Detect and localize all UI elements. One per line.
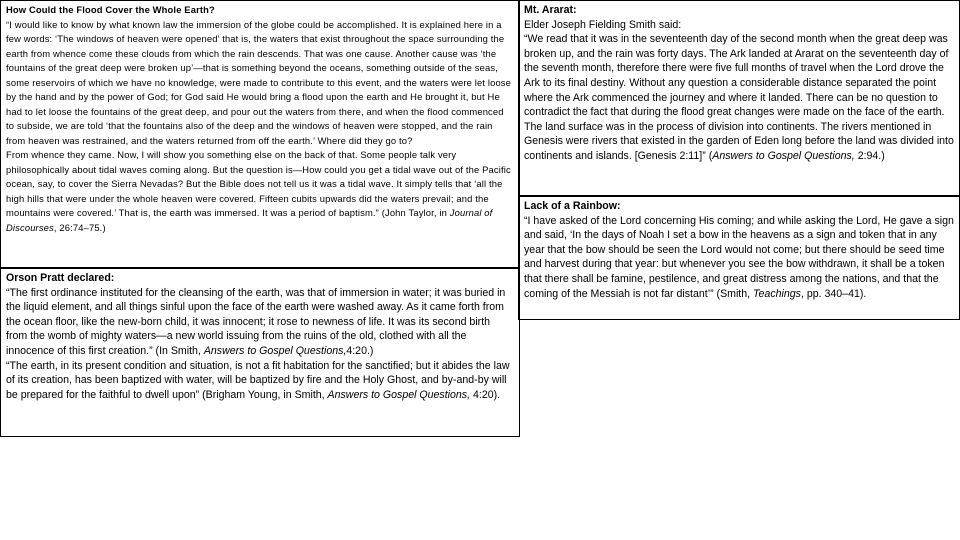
quote-text: “We read that it was in the seventeenth day of the second month when the great deep was broken up, and the rain was forty days. The Ark landed at Ararat on the seventeenth day of the seventh month, therefore there were five full months of travel when the Lord drove the Ark to its final destiny. Without any question a considerable distance separated the point where the Ark commenced the journey and where it landed. There can be no question to contradict the fact that during the flood great changes were made on the face of the earth. The land surface was in the process of division into continents. The rivers mentioned in Genesis were rivers that existed in the garden of Eden long before the land was divided into continents and islands. [Genesis 2:11]” ( [524,33,954,162]
taylor-quote-part2 [6,148,514,235]
taylor-quote-part1: “I would like to know by what known law the immersion of the globe could be accomplished. It is explained here in a few words: ‘The windows of heaven were opened’ that is, the waters that exist throughout the space surrounding the earth from whence come these clouds from which the rain descends. That was one cause. Another cause was ‘the fountains of the great deep were broken up’—that is something beyond the oceans, something outside of the seas, some reservoirs of which we have no knowledge, were made to contribute to this event, and the waters were let loose by the hand and by the power of God; for God said He would bring a flood upon the earth and He brought it, but He had to let loose the fountains of the great deep, and pour out the waters from there, and when the flood commenced to subside, we are told ‘that the fountains also of the deep and the windows of heaven were stopped, and the rain from heaven was restrained, and the waters returned from off the earth.’ Where did they go to? [6,18,512,146]
source-title: Answers to Gospel Questions, [327,388,471,401]
quote-text: From whence they came. Now, I will show you something else on the back of that. Some people talk very philosophically about tidal waves coming along. But the question is—How could you get a tidal wave out of the Pacific ocean, say, to cover the Sierra Nevadas? But the Bible does not tell us it was a tidal wave. It simply tells that ‘all the high hills that were under the whole heaven were covered. Fifteen cubits upwards did the waters prevail; and the mountains were covered.’ That is, the earth was immersed. It was a period of baptism.” (John Taylor, in [6,149,511,218]
source-ref: , 26:74–75.) [53,221,106,233]
source-ref: 4:20). [470,388,501,401]
smith-quote [524,32,954,163]
source-title: Answers to Gospel Questions, [712,149,855,162]
source-title: Teachings [753,287,801,300]
speaker-line: Elder Joseph Fielding Smith said: [524,18,682,31]
flood-whole-earth-box [0,0,520,268]
quote-text: “The earth, in its present condition and situation, is not a fit habitation for the sanctified; but it abides the law of its creation, has been baptized with water, will be baptized by fire and the Holy Ghost, and by-and-by will be prepared for the faithful to dwell upon” (Brigham Young, in Smith, [6,359,510,401]
source-ref: 4:20.) [346,344,374,357]
quote-text: “I have asked of the Lord concerning His coming; and while asking the Lord, He gave a sign and said, ‘In the days of Noah I set a bow in the heavens as a sign and token that in any year that the bow should be seen the Lord would not come; but there should be seed time and harvest during that year: but whenever you see the bow withdrawn, it shall be a token that there shall be famine, pestilence, and great distress among the nations, and that the coming of the Messiah is not far distant’” (Smith, [524,214,954,300]
source-title: Answers to Gospel Questions, [203,344,347,357]
pratt-quote [6,286,514,359]
young-quote [6,359,514,403]
orson-pratt-box [0,268,520,437]
source-ref: , pp. 340–41). [800,287,867,300]
source-ref: 2:94.) [854,149,885,162]
box-title: How Could the Flood Cover the Whole Earth? [6,4,215,15]
rainbow-quote [524,214,954,302]
source-title: Journal of Discourses [6,207,493,233]
quote-text: “The first ordinance instituted for the cleansing of the earth, was that of immersion in water; it was buried in the liquid element, and all things sinful upon the face of the earth were washed away. As it came forth from the ocean floor, like the new-born child, it was innocent; it rose to newness of life. It was its second birth from the womb of mighty waters—a new world issuing from the ruins of the old, clothed with all the innocence of this first creation.” (In Smith, [6,286,506,357]
mt-ararat-box [518,0,960,196]
box-title: Mt. Ararat: [524,4,577,16]
box-title: Lack of a Rainbow: [524,200,621,212]
box-title: Orson Pratt declared: [6,272,115,284]
lack-of-rainbow-box [518,196,960,320]
